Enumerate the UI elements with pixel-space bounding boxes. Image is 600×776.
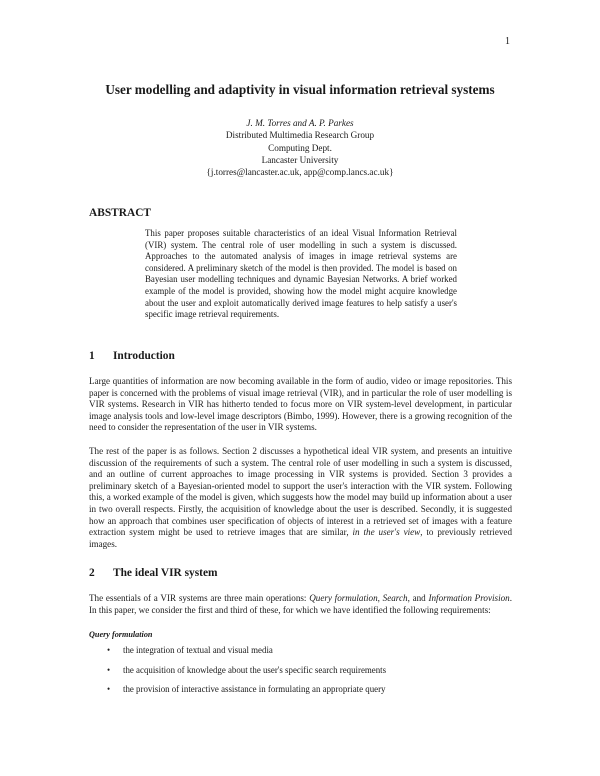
intro-paragraph-2-end: , to previously retrieved images. (89, 527, 512, 549)
vir-paragraph-1 (89, 593, 512, 616)
section-2-heading (89, 567, 218, 579)
abstract-text: This paper proposes suitable characteristics of an ideal Visual Information Retrieval (VIR) system. The central role of user modelling in such a system is discussed. Approaches to the automated analysis of images in image retrieval systems are considered. A preliminary sketch of the model is then provided. The model is based on Bayesian user modelling techniques and dynamic Bayesian Networks. A brief worked example of the model is provided, showing how the model might acquire knowledge about the user and exploit automatically derived image features to help satisfy a user's specific image retrieval requirements. (145, 228, 457, 320)
op-information-provision: Information Provision (428, 593, 510, 603)
paper-title: User modelling and adaptivity in visual information retrieval systems (105, 82, 495, 97)
author-group: Distributed Multimedia Research Group (225, 130, 375, 141)
vir-p1-a: The essentials of a VIR systems are three main operations: (89, 593, 307, 603)
list-item (89, 645, 519, 665)
section-1-heading (89, 350, 175, 362)
vir-p1-d: . In this paper, we consider the first and third of these, for which we have identified the following requirements: (89, 593, 512, 615)
list-item (89, 665, 519, 685)
requirements-list (89, 645, 519, 704)
page-number: 1 (505, 36, 510, 47)
op-search: Search (382, 593, 408, 603)
section-2-number: 2 (89, 567, 95, 579)
author-names: J. M. Torres and A. P. Parkes (246, 118, 354, 128)
requirement-text: the acquisition of knowledge about the user's specific search requirements (123, 664, 387, 675)
query-formulation-subheading: Query formulation (89, 630, 153, 639)
bullet-icon: • (107, 664, 111, 675)
vir-p1-c: , and (407, 593, 426, 603)
bullet-icon: • (107, 645, 111, 655)
intro-paragraph-2-text: The rest of the paper is as follows. Section 2 discusses a hypothetical ideal VIR system, and presents an intuitive discussion of the requirements of such a system. The central role of user modelling in such a system is discussed, and an outline of current approaches to image processing in VIR systems is provided. Section 3 provides a preliminary sketch of a Bayesian-oriented model to support the user's interaction with the VIR system. Following this, a worked example of the model is given, which suggests how the model may build up information about a user in two overall respects. Firstly, the acquisition of knowledge about the user is described. Secondly, it is suggested how an approach that combines user specification of objects of interest in a retrieved set of images with a feature extraction system might be used to retrieve images that are similar, (89, 446, 512, 538)
author-dept: Computing Dept. (268, 142, 332, 153)
list-item (89, 684, 519, 704)
abstract-heading: ABSTRACT (89, 207, 152, 219)
vir-p1-b: , (377, 593, 380, 603)
author-emails: {j.torres@lancaster.ac.uk, app@comp.lancs.ac.uk} (206, 167, 394, 178)
op-query-formulation: Query formulation (309, 593, 378, 603)
author-block (0, 117, 600, 178)
section-1-title: Introduction (113, 350, 175, 362)
intro-paragraph-1: Large quantities of information are now becoming available in the form of audio, video or image repositories. This paper is concerned with the problems of visual image retrieval (VIR), and in particular the role of user modelling is VIR systems. Research in VIR has hitherto tended to focus more on VIR system-level development, in particular image analysis tools and low-level image descriptors (Bimbo, 1999). However, there is a growing recognition of the need to consider the representation of the user in VIR systems. (89, 376, 512, 433)
intro-paragraph-2-emphasis: in the user's view (352, 527, 421, 538)
section-2-title: The ideal VIR system (113, 567, 218, 579)
author-university: Lancaster University (261, 154, 339, 165)
bullet-icon: • (107, 684, 111, 694)
intro-paragraph-2 (89, 446, 512, 550)
section-1-number: 1 (89, 350, 95, 362)
requirement-text: the integration of textual and visual media (123, 645, 273, 655)
requirement-text: the provision of interactive assistance in formulating an appropriate query (123, 684, 386, 694)
